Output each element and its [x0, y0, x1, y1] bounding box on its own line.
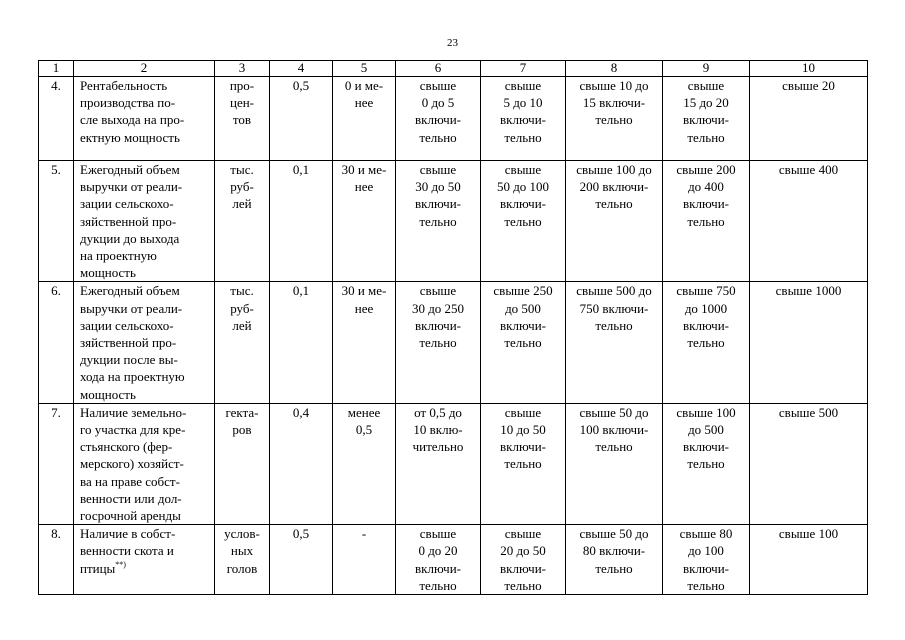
- cell-line: стьянского (фер-: [80, 439, 173, 455]
- header-row: [39, 61, 868, 77]
- cell-line: -: [361, 526, 367, 542]
- cell-line: свыше 50 до: [579, 404, 649, 420]
- cell-line: мощность: [80, 386, 136, 402]
- cell-line: венности или дол-: [80, 490, 182, 506]
- column-header: 8: [566, 61, 663, 77]
- cell-line: сле выхода на про-: [80, 112, 185, 128]
- cell-line: до 500: [505, 300, 541, 316]
- cell-line: свыше 100 до: [576, 162, 652, 177]
- value-cell: [333, 161, 396, 282]
- cell-line: Наличие земельно-: [80, 404, 187, 420]
- page-number: 23: [447, 37, 458, 49]
- cell-line: свыше 500 до: [576, 283, 652, 299]
- column-header: 10: [750, 61, 868, 77]
- value-cell: [663, 525, 750, 595]
- cell-line: свыше 750: [676, 283, 736, 299]
- cell-line: тельно: [419, 129, 457, 145]
- cell-line: 50 до 100: [496, 179, 550, 195]
- unit-cell: [215, 403, 270, 524]
- criteria-table: [38, 60, 868, 595]
- table-row: [39, 282, 868, 403]
- unit-cell: [215, 282, 270, 403]
- cell-line: дукции до выхода: [80, 230, 180, 246]
- unit-cell: [215, 161, 270, 282]
- cell-line: Ежегодный объем: [80, 162, 180, 177]
- cell-line: 0 до 20: [418, 543, 458, 559]
- cell-line: свыше: [419, 526, 457, 542]
- row-number: [39, 525, 74, 595]
- row-number: [39, 403, 74, 524]
- cell-line: ва на праве собст-: [80, 473, 180, 489]
- cell-line: выручки от реали-: [80, 300, 183, 316]
- column-header: 3: [215, 61, 270, 77]
- cell-line: тельно: [595, 112, 633, 128]
- cell-line: свыше 10 до: [579, 78, 649, 93]
- cell-line: свыше 200: [676, 162, 736, 177]
- table-body: [39, 77, 868, 595]
- indicator-cell: [74, 161, 215, 282]
- cell-line: тельно: [419, 335, 457, 351]
- cell-line: услов-: [224, 526, 260, 542]
- cell-line: 4.: [51, 78, 61, 93]
- cell-line: мерского) хозяйст-: [80, 456, 184, 472]
- cell-line: госрочной аренды: [80, 508, 181, 524]
- cell-line: Наличие в собст-: [80, 526, 176, 542]
- weight-cell: [270, 161, 333, 282]
- value-cell: [750, 161, 868, 282]
- cell-line: включи-: [683, 317, 729, 333]
- cell-line: включи-: [500, 112, 546, 128]
- cell-line: включи-: [415, 317, 461, 333]
- cell-line: тельно: [419, 213, 457, 229]
- cell-line: 6.: [51, 283, 61, 299]
- cell-line: 30 до 50: [415, 179, 461, 195]
- cell-line: птицы**): [80, 559, 126, 576]
- value-cell: [481, 77, 566, 161]
- cell-line: до 100: [688, 543, 724, 559]
- value-cell: [566, 403, 663, 524]
- value-cell: [333, 77, 396, 161]
- cell-line: 0,5: [292, 78, 310, 93]
- cell-line: включи-: [415, 560, 461, 576]
- cell-line: включи-: [415, 112, 461, 128]
- cell-line: свыше 500: [778, 404, 839, 420]
- cell-line: зации сельскохо-: [80, 317, 174, 333]
- value-cell: [750, 525, 868, 595]
- cell-line: 10 до 50: [500, 422, 546, 438]
- column-header: 6: [396, 61, 481, 77]
- table-row: [39, 77, 868, 161]
- unit-cell: [215, 525, 270, 595]
- cell-line: включи-: [683, 196, 729, 212]
- cell-line: свыше: [687, 78, 725, 93]
- cell-line: свыше 100: [778, 526, 839, 542]
- column-header: 7: [481, 61, 566, 77]
- column-header: 2: [74, 61, 215, 77]
- cell-line: зяйственной про-: [80, 213, 177, 229]
- cell-line: тельно: [504, 213, 542, 229]
- unit-cell: [215, 77, 270, 161]
- cell-line: тельно: [504, 129, 542, 145]
- value-cell: [663, 77, 750, 161]
- cell-line: голов: [226, 560, 258, 576]
- value-cell: [333, 282, 396, 403]
- cell-line: включи-: [500, 560, 546, 576]
- cell-line: свыше: [419, 78, 457, 93]
- cell-line: 0 и ме-: [344, 78, 384, 93]
- value-cell: [566, 161, 663, 282]
- cell-line: свыше 20: [782, 78, 835, 93]
- cell-line: свыше 1000: [775, 283, 842, 299]
- cell-line: менее: [347, 404, 381, 420]
- cell-line: ектную мощность: [80, 129, 180, 145]
- cell-line: включи-: [683, 560, 729, 576]
- cell-line: тельно: [687, 456, 725, 472]
- value-cell: [750, 77, 868, 161]
- value-cell: [333, 525, 396, 595]
- cell-line: 20 до 50: [500, 543, 546, 559]
- row-number: [39, 77, 74, 161]
- cell-line: тельно: [687, 129, 725, 145]
- cell-line: 0,1: [292, 162, 310, 177]
- cell-line: тельно: [687, 213, 725, 229]
- value-cell: [481, 161, 566, 282]
- cell-line: руб-: [230, 179, 254, 195]
- value-cell: [750, 403, 868, 524]
- cell-line: 750 включи-: [579, 300, 649, 316]
- row-number: [39, 282, 74, 403]
- cell-line: цен-: [229, 95, 254, 111]
- cell-line: дукции после вы-: [80, 352, 178, 368]
- cell-line: 0,1: [292, 283, 310, 299]
- cell-line: до 500: [688, 422, 724, 438]
- indicator-cell: [74, 525, 215, 595]
- cell-line: 100 включи-: [579, 422, 649, 438]
- cell-line: включи-: [415, 196, 461, 212]
- cell-line: хода на проектную: [80, 369, 185, 385]
- cell-line: свыше: [504, 526, 542, 542]
- cell-line: 0 до 5: [421, 95, 455, 111]
- cell-line: гекта-: [225, 404, 259, 420]
- column-header: 5: [333, 61, 396, 77]
- cell-line: 30 до 250: [411, 300, 465, 316]
- cell-line: 200 включи-: [579, 179, 649, 195]
- cell-line: Ежегодный объем: [80, 283, 180, 299]
- cell-line: зации сельскохо-: [80, 196, 174, 212]
- cell-line: тельно: [595, 439, 633, 455]
- cell-line: чительно: [412, 439, 464, 455]
- value-cell: [396, 282, 481, 403]
- value-cell: [566, 282, 663, 403]
- cell-line: ров: [232, 422, 252, 438]
- cell-line: свыше: [504, 78, 542, 93]
- cell-line: свыше 50 до: [579, 526, 649, 542]
- value-cell: [663, 403, 750, 524]
- cell-line: тельно: [504, 456, 542, 472]
- cell-line: тыс.: [230, 283, 254, 299]
- cell-line: включи-: [500, 317, 546, 333]
- value-cell: [481, 282, 566, 403]
- value-cell: [663, 282, 750, 403]
- cell-line: свыше: [504, 404, 542, 420]
- row-number: [39, 161, 74, 282]
- cell-line: тельно: [504, 335, 542, 351]
- weight-cell: [270, 77, 333, 161]
- cell-line: 5 до 10: [503, 95, 543, 111]
- cell-line: тельно: [687, 335, 725, 351]
- value-cell: [481, 403, 566, 524]
- cell-line: свыше: [504, 162, 542, 177]
- column-header: 4: [270, 61, 333, 77]
- cell-line: до 400: [688, 179, 724, 195]
- value-cell: [566, 525, 663, 595]
- column-header: 1: [39, 61, 74, 77]
- cell-line: ных: [230, 543, 254, 559]
- cell-line: тельно: [595, 560, 633, 576]
- value-cell: [566, 77, 663, 161]
- cell-line: включи-: [500, 196, 546, 212]
- cell-line: 30 и ме-: [341, 283, 387, 299]
- value-cell: [481, 525, 566, 595]
- value-cell: [333, 403, 396, 524]
- value-cell: [750, 282, 868, 403]
- weight-cell: [270, 525, 333, 595]
- cell-line: производства по-: [80, 95, 176, 111]
- cell-line: свыше: [419, 283, 457, 299]
- cell-line: выручки от реали-: [80, 179, 183, 195]
- cell-line: 15 включи-: [582, 95, 646, 111]
- cell-line: свыше 250: [493, 283, 553, 299]
- cell-line: свыше 100: [676, 404, 736, 420]
- cell-line: тельно: [504, 577, 542, 593]
- cell-line: включи-: [683, 112, 729, 128]
- cell-line: свыше 400: [778, 162, 839, 177]
- cell-line: до 1000: [684, 300, 728, 316]
- cell-line: тельно: [595, 317, 633, 333]
- cell-line: 7.: [51, 404, 61, 420]
- cell-line: про-: [229, 78, 255, 93]
- cell-line: тов: [232, 112, 252, 128]
- cell-line: нее: [354, 95, 374, 111]
- cell-line: 8.: [51, 526, 61, 542]
- cell-line: от 0,5 до: [414, 404, 462, 420]
- cell-line: 80 включи-: [582, 543, 646, 559]
- cell-line: 0,5: [355, 422, 373, 438]
- indicator-cell: [74, 282, 215, 403]
- cell-line: нее: [354, 179, 374, 195]
- cell-line: 0,4: [292, 404, 310, 420]
- cell-line: нее: [354, 300, 374, 316]
- cell-line: тельно: [687, 577, 725, 593]
- cell-line: мощность: [80, 265, 136, 281]
- indicator-cell: [74, 403, 215, 524]
- cell-line: включи-: [500, 439, 546, 455]
- value-cell: [396, 525, 481, 595]
- indicator-cell: [74, 77, 215, 161]
- cell-line: 10 вклю-: [413, 422, 463, 438]
- weight-cell: [270, 403, 333, 524]
- cell-line: Рентабельность: [80, 78, 168, 93]
- cell-line: тельно: [595, 196, 633, 212]
- table-row: [39, 525, 868, 595]
- cell-line: тыс.: [230, 162, 254, 177]
- cell-line: свыше 80: [679, 526, 733, 542]
- column-header: 9: [663, 61, 750, 77]
- weight-cell: [270, 282, 333, 403]
- table-row: [39, 161, 868, 282]
- table-row: [39, 403, 868, 524]
- cell-line: 30 и ме-: [341, 162, 387, 177]
- value-cell: [396, 77, 481, 161]
- cell-line: 15 до 20: [683, 95, 729, 111]
- cell-line: го участка для кре-: [80, 422, 186, 438]
- cell-line: лей: [232, 196, 252, 212]
- cell-line: венности скота и: [80, 543, 174, 559]
- cell-line: 0,5: [292, 526, 310, 542]
- value-cell: [396, 403, 481, 524]
- cell-line: включи-: [683, 439, 729, 455]
- cell-line: тельно: [419, 577, 457, 593]
- cell-line: на проектную: [80, 248, 157, 264]
- cell-line: лей: [232, 317, 252, 333]
- cell-line: зяйственной про-: [80, 335, 177, 351]
- footnote-marker: **): [115, 559, 126, 569]
- cell-line: 5.: [51, 162, 61, 177]
- cell-line: руб-: [230, 300, 254, 316]
- value-cell: [663, 161, 750, 282]
- cell-line: свыше: [419, 162, 457, 177]
- value-cell: [396, 161, 481, 282]
